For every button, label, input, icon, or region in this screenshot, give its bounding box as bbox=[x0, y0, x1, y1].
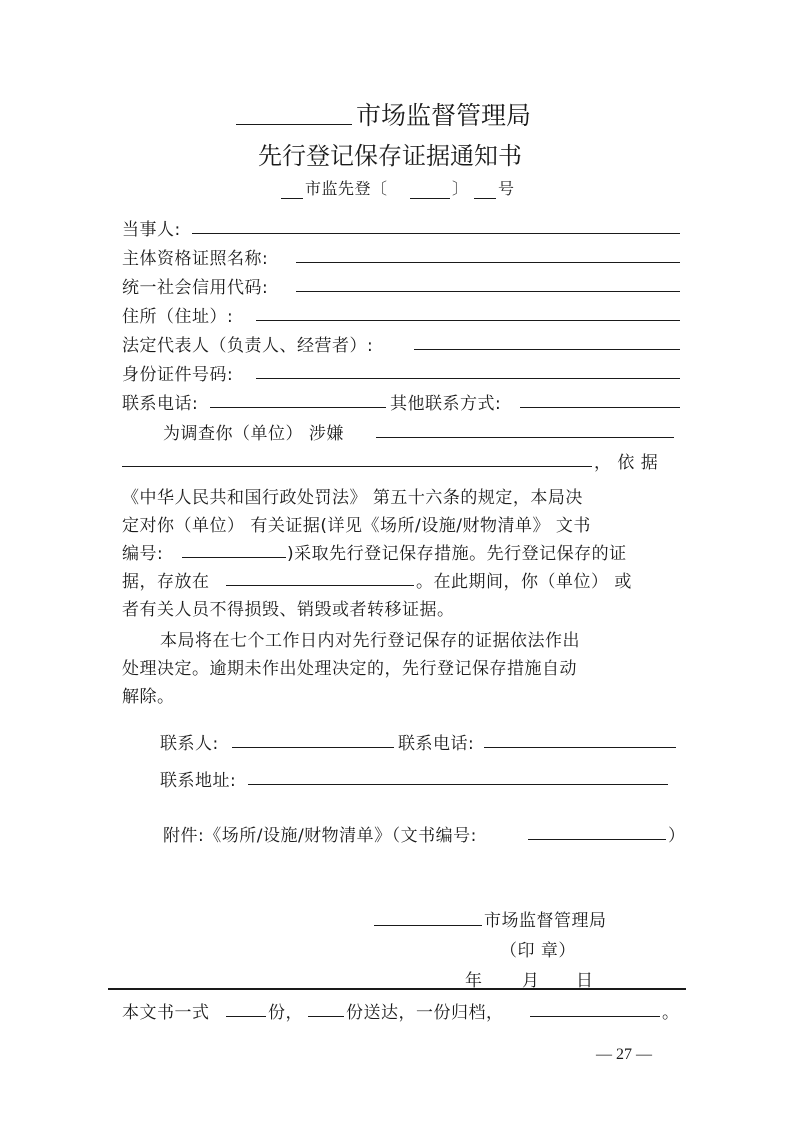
attachment-label: 附件:《场所/设施/财物清单》（文书编号: bbox=[163, 826, 477, 846]
field-phone-label: 联系电话: bbox=[122, 394, 199, 414]
signature-seal: （印 章） bbox=[500, 941, 576, 961]
page-number: — 27 — bbox=[596, 1046, 652, 1063]
para1-line3: 《中华人民共和国行政处罚法》 第五十六条的规定，本局决 bbox=[122, 488, 583, 508]
doc-no-blank-3 bbox=[474, 198, 496, 199]
footer-divider bbox=[108, 988, 686, 990]
doc-no-label: 市监先登〔 bbox=[305, 179, 388, 198]
title-line-1: 市场监督管理局 bbox=[356, 101, 532, 130]
doc-no-close: 〕 bbox=[452, 179, 469, 198]
contact-person-label: 联系人: bbox=[160, 734, 219, 754]
signature-bureau: 市场监督管理局 bbox=[484, 911, 607, 931]
doc-no-suffix: 号 bbox=[498, 179, 515, 198]
para1-docno-line[interactable] bbox=[182, 557, 286, 558]
field-license-label: 主体资格证照名称: bbox=[122, 249, 269, 269]
field-party-label: 当事人: bbox=[122, 220, 181, 240]
para1-line7: 者有关人员不得损毁、销毁或者转移证据。 bbox=[122, 600, 455, 620]
para2-line1: 本局将在七个工作日内对先行登记保存的证据依法作出 bbox=[160, 631, 580, 651]
contact-person-line[interactable] bbox=[232, 747, 394, 748]
para2-line3: 解除。 bbox=[122, 687, 175, 707]
signature-day: 日 bbox=[576, 971, 594, 991]
field-id-label: 身份证件号码: bbox=[122, 365, 234, 385]
field-credit-code-line[interactable] bbox=[296, 291, 680, 292]
field-other-contact-label: 其他联系方式: bbox=[390, 394, 502, 414]
para2-line2: 处理决定。逾期未作出处理决定的，先行登记保存措施自动 bbox=[122, 659, 577, 679]
field-party-line[interactable] bbox=[192, 233, 680, 234]
para1-line1: 为调查你（单位） 涉嫌 bbox=[163, 424, 344, 444]
field-credit-code-label: 统一社会信用代码: bbox=[122, 278, 269, 298]
footer-copies-b: 份， bbox=[268, 1003, 303, 1023]
para1-suspect-line[interactable] bbox=[376, 437, 674, 438]
footer-copies-line-3[interactable] bbox=[530, 1016, 660, 1017]
para1-line5-label: 编号: bbox=[122, 544, 164, 564]
footer-copies-end: 。 bbox=[662, 1003, 680, 1023]
contact-address-label: 联系地址: bbox=[160, 771, 237, 791]
footer-copies-line-1[interactable] bbox=[226, 1016, 266, 1017]
para1-suspect-line-2[interactable] bbox=[122, 466, 592, 467]
field-legal-rep-line[interactable] bbox=[414, 349, 680, 350]
contact-phone-label: 联系电话: bbox=[398, 734, 475, 754]
field-license-line[interactable] bbox=[296, 262, 680, 263]
para1-line6-text: 。在此期间，你（单位） 或 bbox=[416, 572, 632, 592]
footer-copies-label: 本文书一式 bbox=[122, 1003, 210, 1023]
field-address-label: 住所（住址）: bbox=[122, 307, 234, 327]
doc-no-blank-1 bbox=[281, 198, 303, 199]
attachment-close: ） bbox=[668, 826, 686, 846]
contact-phone-line[interactable] bbox=[484, 747, 676, 748]
para1-line4: 定对你（单位） 有关证据(详见《场所/设施/财物清单》 文书 bbox=[122, 516, 591, 536]
signature-month: 月 bbox=[522, 971, 540, 991]
title-line-2: 先行登记保存证据通知书 bbox=[258, 142, 522, 170]
para1-line5-text: )采取先行登记保存措施。先行登记保存的证 bbox=[287, 544, 627, 564]
footer-copies-c: 份送达，一份归档， bbox=[346, 1003, 504, 1023]
field-id-line[interactable] bbox=[256, 378, 680, 379]
footer-copies-line-2[interactable] bbox=[308, 1016, 344, 1017]
field-legal-rep-label: 法定代表人（负责人、经营者）: bbox=[122, 336, 374, 356]
contact-address-line[interactable] bbox=[248, 784, 668, 785]
title-blank-line bbox=[236, 124, 352, 125]
signature-bureau-line[interactable] bbox=[374, 925, 482, 926]
para1-storage-line[interactable] bbox=[226, 585, 414, 586]
attachment-docno-line[interactable] bbox=[528, 839, 666, 840]
para1-basis: ， 依 据 bbox=[594, 453, 659, 473]
field-phone-line[interactable] bbox=[210, 407, 386, 408]
doc-no-blank-2 bbox=[410, 198, 450, 199]
field-address-line[interactable] bbox=[256, 320, 680, 321]
signature-year: 年 bbox=[465, 971, 483, 991]
para1-line6-label: 据，存放在 bbox=[122, 572, 210, 592]
field-other-contact-line[interactable] bbox=[520, 407, 680, 408]
